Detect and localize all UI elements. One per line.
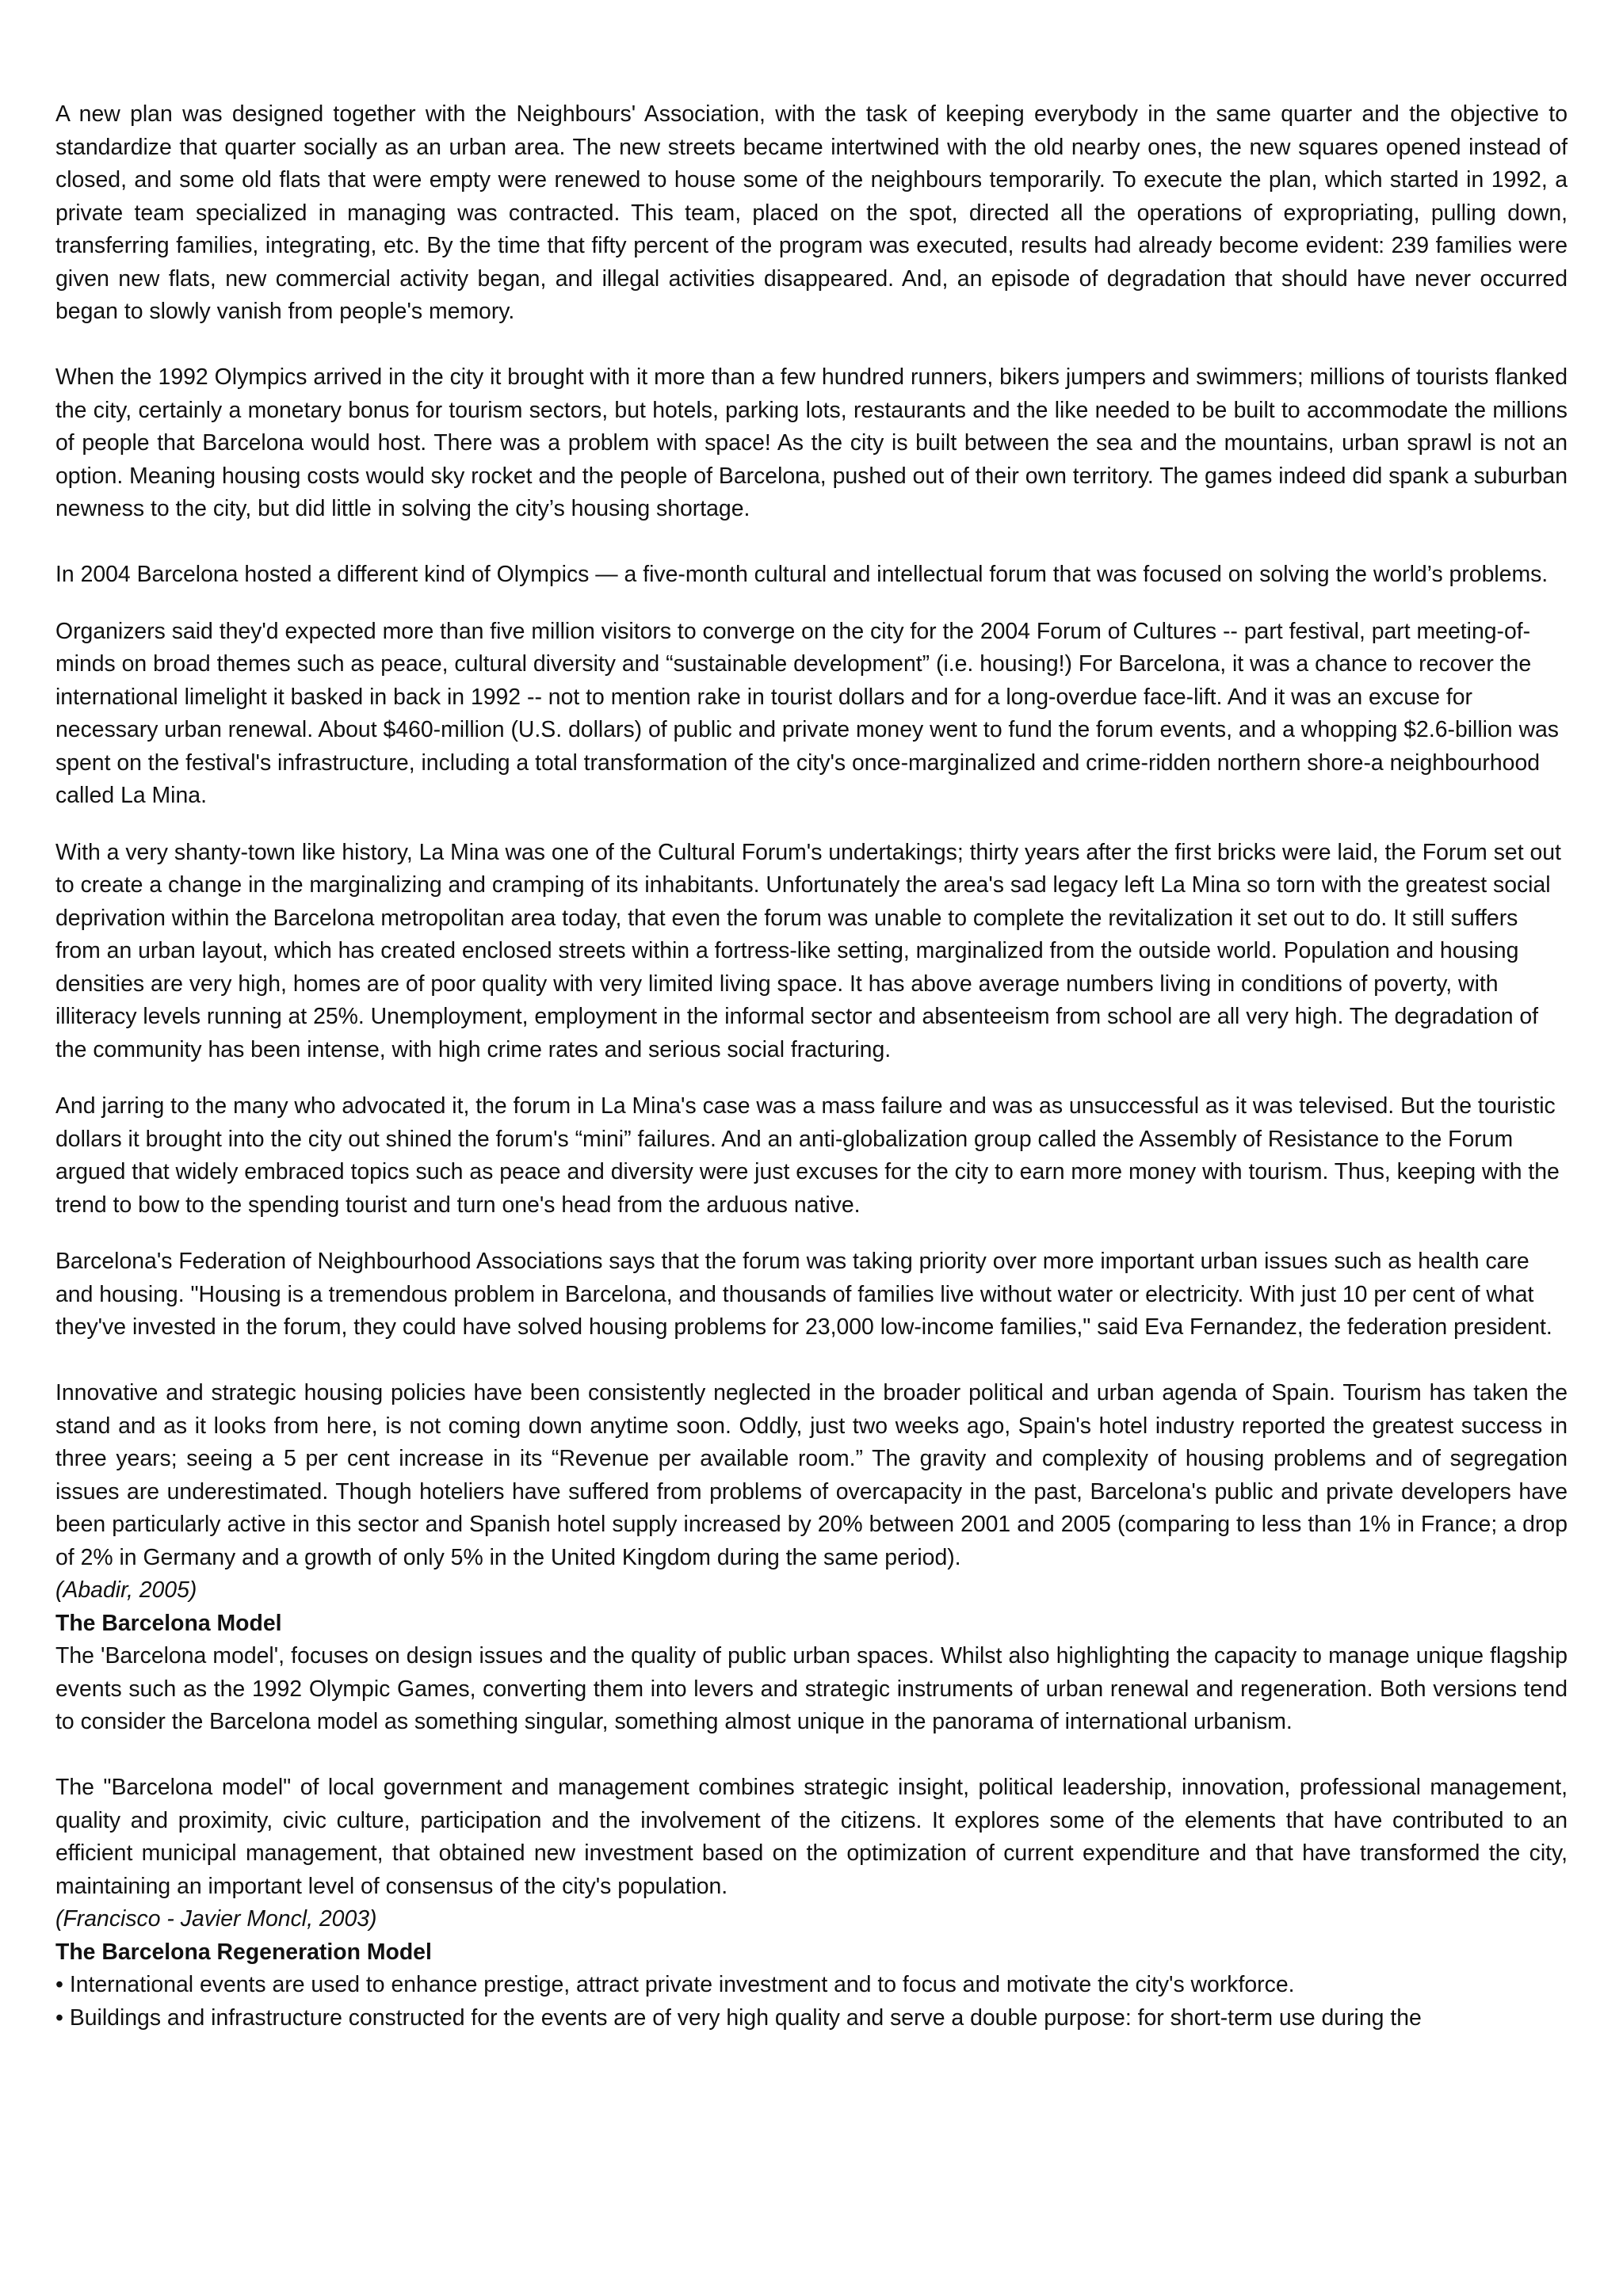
- paragraph-neighbours-plan: A new plan was designed together with the Neighbours' Association, with the task of keeping everybody in the same quarter and the objective to standardize that quarter socially as an urban area. The new streets became intertwined with the old nearby ones, the new squares opened instead of closed, and some old flats that were empty were renewed to house some of the neighbours temporarily. To execute the plan, which started in 1992, a private team specialized in managing was contracted. This team, placed on the spot, directed all the operations of expropriating, pulling down, transferring families, integrating, etc. By the time that fifty percent of the program was executed, results had already become evident: 239 families were given new flats, new commercial activity began, and illegal activities disappeared. And, an episode of degradation that should have never occurred began to slowly vanish from people's memory.: [55, 101, 1568, 324]
- paragraph-2004-forum: In 2004 Barcelona hosted a different kind of Olympics — a five-month cultural and intellectual forum that was focused on solving the world’s problems.: [55, 562, 1549, 587]
- paragraph-forum-failure: And jarring to the many who advocated it, the forum in La Mina's case was a mass failure and was as unsuccessful as it was televised. But the touristic dollars it brought into the city out shined the forum's “mini” failures. And an anti-globalization group called the Assembly of Resistance to the Forum argued that widely embraced topics such as peace and diversity were just excuses for the city to earn more money with tourism. Thus, keeping with the trend to bow to the spending tourist and turn one's head from the arduous native.: [55, 1093, 1560, 1218]
- paragraph-la-mina: With a very shanty-town like history, La Mina was one of the Cultural Forum's undertakings; thirty years after the first bricks were laid, the Forum set out to create a change in the marginalizing and cramping of its inhabitants. Unfortunately the area's sad legacy left La Mina so torn with the greatest social deprivation within the Barcelona metropolitan area today, that even the forum was unable to complete the revitalization it set out to do. It still suffers from an urban layout, which has created enclosed streets within a fortress-like setting, marginalized from the outside world. Population and housing densities are very high, homes are of poor quality with very limited living space. It has above average numbers living in conditions of poverty, with illiteracy levels running at 25%. Unemployment, employment in the informal sector and absenteeism from school are all very high. The degradation of the community has been intense, with high crime rates and serious social fracturing.: [55, 839, 1561, 1062]
- citation-moncl: (Francisco - Javier Moncl, 2003): [55, 1906, 377, 1932]
- paragraph-housing-policies: Innovative and strategic housing policies have been consistently neglected in the broader political and urban agenda of Spain. Tourism has taken the stand and as it looks from here, is not coming down anytime soon. Oddly, just two weeks ago, Spain's hotel industry reported the greatest success in three years; seeing a 5 per cent increase in its “Revenue per available room.” The gravity and complexity of housing problems and of segregation issues are underestimated. Though hoteliers have suffered from problems of overcapacity in the past, Barcelona's public and private developers have been particularly active in this sector and Spanish hotel supply increased by 20% between 2001 and 2005 (comparing to less than 1% in France; a drop of 2% in Germany and a growth of only 5% in the United Kingdom during the same period).: [55, 1380, 1568, 1570]
- heading-barcelona-model: The Barcelona Model: [55, 1610, 282, 1636]
- citation-abadir: (Abadir, 2005): [55, 1577, 197, 1603]
- bullet-item: • Buildings and infrastructure constructed for the events are of very high quality and serve a double purpose: for short-term use during the: [55, 2002, 1568, 2035]
- paragraph-federation: Barcelona's Federation of Neighbourhood Associations says that the forum was taking priority over more important urban issues such as health care and housing. "Housing is a tremendous problem in Barcelona, and thousands of families live without water or electricity. With just 10 per cent of what they've invested in the forum, they could have solved housing problems for 23,000 low-income families," said Eva Fernandez, the federation president.: [55, 1249, 1552, 1340]
- regeneration-bullet-list: [55, 1969, 1568, 2035]
- document-page: [55, 98, 1568, 2035]
- heading-regeneration-model: The Barcelona Regeneration Model: [55, 1939, 432, 1965]
- paragraph-organizers: Organizers said they'd expected more than five million visitors to converge on the city for the 2004 Forum of Cultures -- part festival, part meeting-of-minds on broad themes such as peace, cultural diversity and “sustainable development” (i.e. housing!) For Barcelona, it was a chance to recover the international limelight it basked in back in 1992 -- not to mention rake in tourist dollars and for a long-overdue face-lift. And it was an excuse for necessary urban renewal. About $460-million (U.S. dollars) of public and private money went to fund the forum events, and a whopping $2.6-billion was spent on the festival's infrastructure, including a total transformation of the city's once-marginalized and crime-ridden northern shore-a neighbourhood called La Mina.: [55, 618, 1559, 808]
- paragraph-1992-olympics: When the 1992 Olympics arrived in the city it brought with it more than a few hundred runners, bikers jumpers and swimmers; millions of tourists flanked the city, certainly a monetary bonus for tourism sectors, but hotels, parking lots, restaurants and the like needed to be built to accommodate the millions of people that Barcelona would host. There was a problem with space! As the city is built between the sea and the mountains, urban sprawl is not an option. Meaning housing costs would sky rocket and the people of Barcelona, pushed out of their own territory. The games indeed did spank a suburban newness to the city, but did little in solving the city’s housing shortage.: [55, 364, 1568, 521]
- paragraph-local-government: The "Barcelona model" of local government and management combines strategic insight, political leadership, innovation, professional management, quality and proximity, civic culture, participation and the involvement of the citizens. It explores some of the elements that have contributed to an efficient municipal management, that obtained new investment based on the optimization of current expenditure and that have transformed the city, maintaining an important level of consensus of the city's population.: [55, 1775, 1568, 1899]
- bullet-item: • International events are used to enhance prestige, attract private investment and to focus and motivate the city's workforce.: [55, 1969, 1568, 2002]
- paragraph-barcelona-model: The 'Barcelona model', focuses on design issues and the quality of public urban spaces. Whilst also highlighting the capacity to manage unique flagship events such as the 1992 Olympic Games, converting them into levers and strategic instruments of urban renewal and regeneration. Both versions tend to consider the Barcelona model as something singular, something almost unique in the panorama of international urbanism.: [55, 1643, 1568, 1734]
